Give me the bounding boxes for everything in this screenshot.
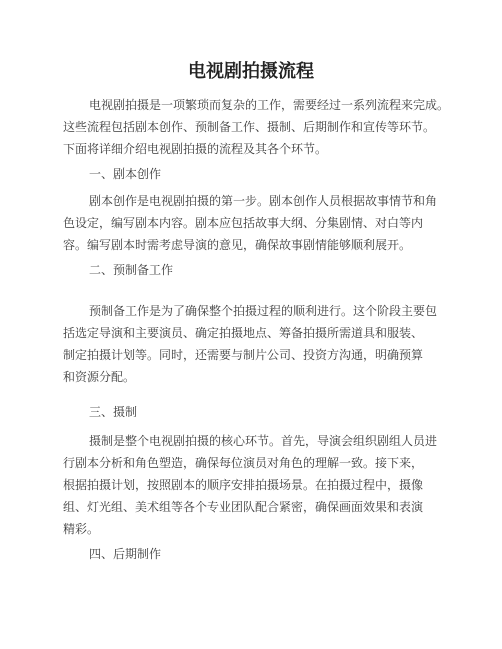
section-line: 组、灯光组、美术组等各个专业团队配合紧密，确保画面效果和表演 [63,500,424,514]
section-line: 剧本创作是电视剧拍摄的第一步。剧本创作人员根据故事情节和角 [89,194,438,208]
section-line: 摄制是整个电视剧拍摄的核心环节。首先，导演会组织剧组人员进 [89,434,438,448]
section-paragraph [63,190,437,256]
section-line: 行剧本分析和角色塑造，确保每位演员对角色的理解一致。接下来， [63,456,424,470]
intro-line: 电视剧拍摄是一项繁琐而复杂的工作，需要经过一系列流程来完成。 [89,98,450,112]
section-line: 容。编写剧本时需考虑导演的意见，确保故事剧情能够顺利展开。 [63,238,412,252]
section-line: 根据拍摄计划，按照剧本的顺序安排拍摄场景。在拍摄过程中，摄像 [63,478,424,492]
section-heading: 二、预制备工作 [89,263,174,277]
intro-line: 下面将详细介绍电视剧拍摄的流程及其各个环节。 [63,142,328,156]
section-paragraph [63,430,437,540]
section-line: 色设定，编写剧本内容。剧本应包括故事大纲、分集剧情、对白等内 [63,216,424,230]
section-line: 预制备工作是为了确保整个拍摄过程的顺利进行。这个阶段主要包 [89,304,438,318]
section-line: 制定拍摄计划等。同时，还需要与制片公司、投资方沟通，明确预算 [63,348,424,362]
section-line: 括选定导演和主要演员、确定拍摄地点、筹备拍摄所需道具和服装、 [63,326,424,340]
section-paragraph [63,300,437,388]
section-heading: 一、剧本创作 [89,167,162,181]
intro-line: 这些流程包括剧本创作、预制备工作、摄制、后期制作和宣传等环节。 [63,120,436,134]
document-title: 电视剧拍摄流程 [188,61,314,82]
section-heading: 四、后期制作 [89,547,162,561]
section-line: 和资源分配。 [63,370,136,384]
intro-paragraph [63,94,449,160]
section-heading: 三、摄制 [89,405,138,419]
section-line: 精彩。 [63,522,100,536]
